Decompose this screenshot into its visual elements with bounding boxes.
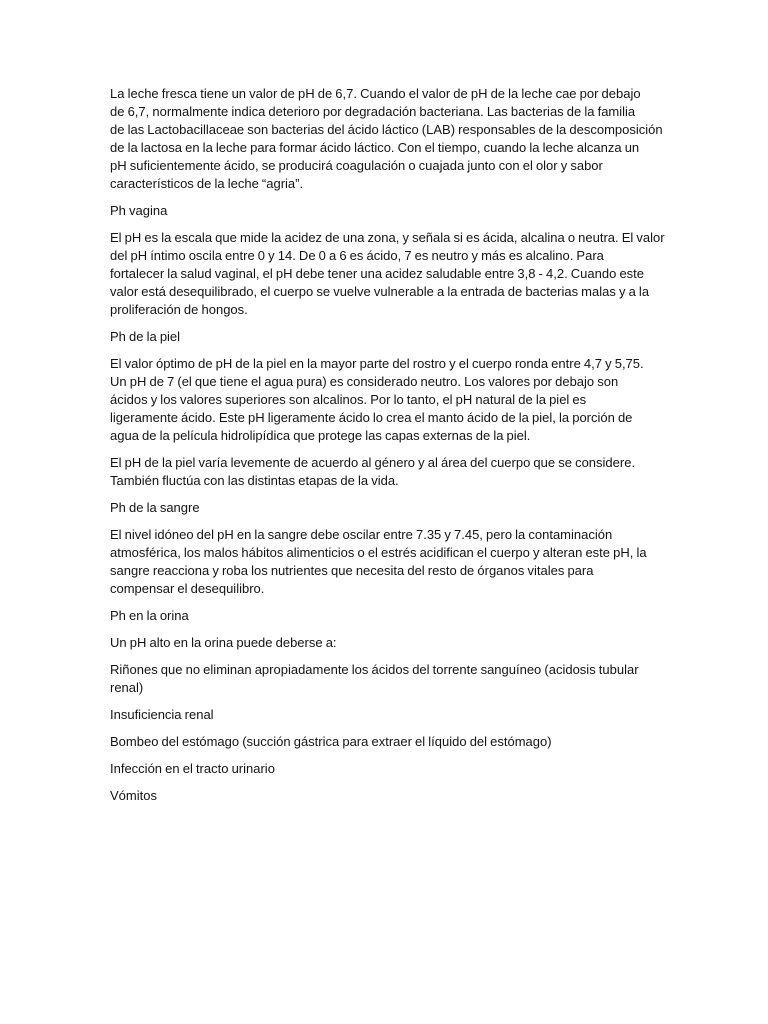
heading-ph-orina: Ph en la orina bbox=[110, 608, 189, 623]
heading-ph-piel: Ph de la piel bbox=[110, 329, 181, 344]
paragraph-ph-piel: El valor óptimo de pH de la piel en la mayor parte del rostro y el cuerpo ronda entre 4,7 y 5,75. Un pH de 7 (el que tiene el agua pura) es considerado neutro. Los valores por debajo son ácidos y los valores superiores son alcalinos. Por lo tanto, el pH natural de la piel es ligeramente ácido. Este pH ligeramente ácido lo crea el manto ácido de la piel, la porción de agua de la película hidrolipídica que protege las capas externas de la piel. bbox=[110, 356, 644, 443]
paragraph-ph-sangre: El nivel idóneo del pH en la sangre debe oscilar entre 7.35 y 7.45, pero la contaminación atmosférica, los malos hábitos alimenticios o el estrés acidifican el cuerpo y alteran este pH, la sangre reacciona y roba los nutrientes que necesita del resto de órganos vitales para compensar el desequilibro. bbox=[110, 527, 647, 596]
list-item: Bombeo del estómago (succión gástrica para extraer el líquido del estómago) bbox=[110, 734, 552, 749]
document-page bbox=[110, 85, 670, 814]
list-item: Vómitos bbox=[110, 788, 157, 803]
heading-ph-sangre: Ph de la sangre bbox=[110, 500, 200, 515]
list-item: Insuficiencia renal bbox=[110, 707, 214, 722]
paragraph-ph-vagina: El pH es la escala que mide la acidez de una zona, y señala si es ácida, alcalina o neutra. El valor del pH íntimo oscila entre 0 y 14. De 0 a 6 es ácido, 7 es neutro y más es alcalino. Para fortalecer la salud vaginal, el pH debe tener una acidez saludable entre 3,8 - 4,2. Cuando este valor está desequilibrado, el cuerpo se vuelve vulnerable a la entrada de bacterias malas y a la proliferación de hongos. bbox=[110, 230, 665, 317]
paragraph-ph-piel-variacion: El pH de la piel varía levemente de acuerdo al género y al área del cuerpo que se considere. También fluctúa con las distintas etapas de la vida. bbox=[110, 455, 636, 488]
paragraph-leche: La leche fresca tiene un valor de pH de 6,7. Cuando el valor de pH de la leche cae por debajo de 6,7, normalmente indica deterioro por degradación bacteriana. Las bacterias de la familia de las Lactobacillaceae son bacterias del ácido láctico (LAB) responsables de la descomposición de la lactosa en la leche para formar ácido láctico. Con el tiempo, cuando la leche alcanza un pH suficientemente ácido, se producirá coagulación o cuajada junto con el olor y sabor característicos de la leche “agria”. bbox=[110, 86, 663, 191]
paragraph-ph-orina-intro: Un pH alto en la orina puede deberse a: bbox=[110, 635, 337, 650]
list-item: Riñones que no eliminan apropiadamente los ácidos del torrente sanguíneo (acidosis tubular renal) bbox=[110, 662, 639, 695]
list-item: Infección en el tracto urinario bbox=[110, 761, 275, 776]
heading-ph-vagina: Ph vagina bbox=[110, 203, 168, 218]
